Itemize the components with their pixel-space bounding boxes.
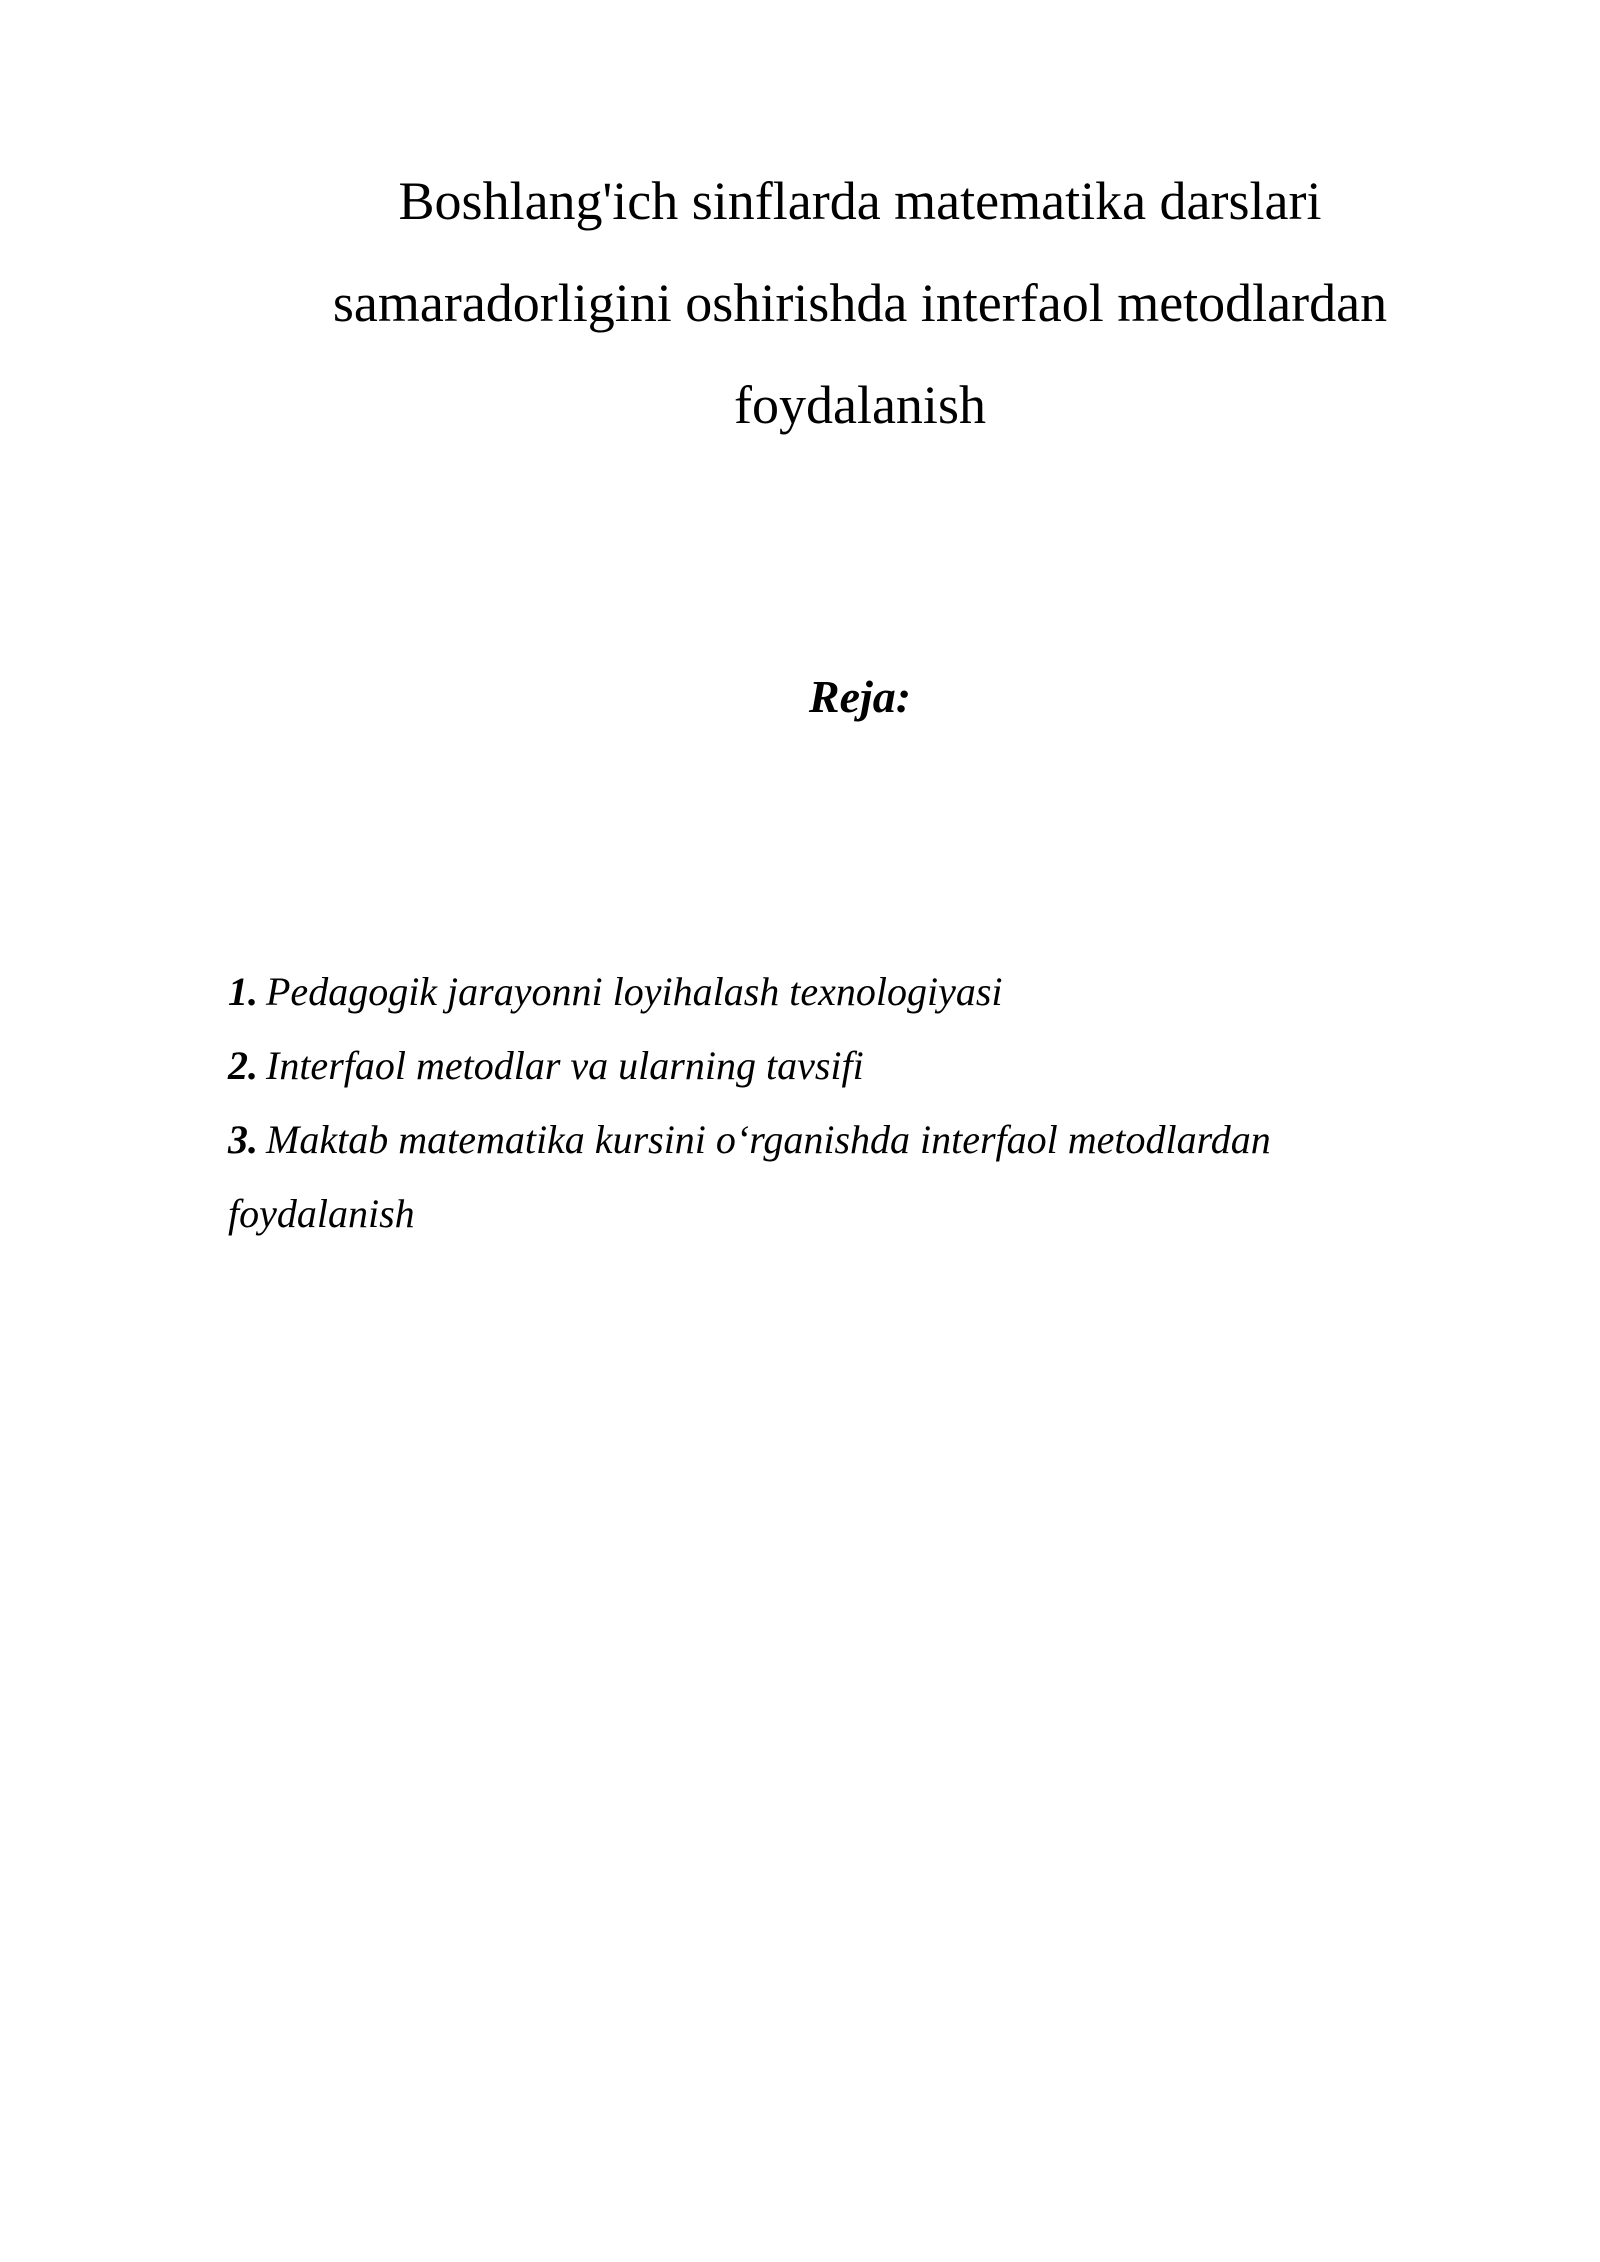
title-line-3: foydalanish — [734, 375, 986, 435]
plan-item-number: 2. — [228, 1043, 258, 1088]
plan-item-3 — [228, 1103, 1428, 1251]
plan-item-2 — [228, 1029, 1428, 1103]
title-line-2: samaradorligini oshirishda interfaol metodlardan — [332, 273, 1388, 333]
title-line-1: Boshlang'ich sinflarda matematika darslari — [398, 171, 1322, 231]
plan-heading: Reja: — [808, 671, 912, 722]
plan-list — [228, 955, 1428, 1251]
document-title — [230, 150, 1490, 456]
plan-item-number: 1. — [228, 969, 258, 1014]
plan-item-number: 3. — [228, 1117, 258, 1162]
plan-item-text: Interfaol metodlar va ularning tavsifi — [266, 1043, 864, 1088]
plan-item-text: Maktab matematika kursini o‘rganishda interfaol metodlardan foydalanish — [228, 1117, 1271, 1236]
plan-item-text: Pedagogik jarayonni loyihalash texnologiyasi — [266, 969, 1003, 1014]
plan-item-1 — [228, 955, 1428, 1029]
